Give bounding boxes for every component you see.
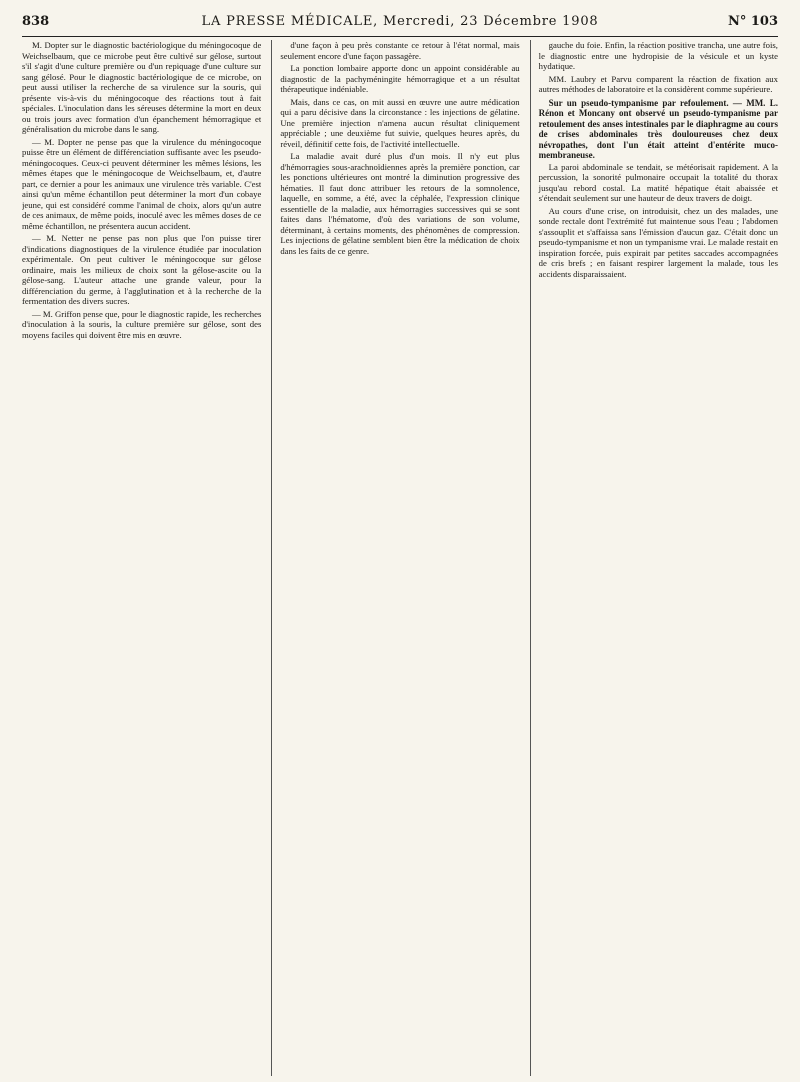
paragraph: — M. Netter ne pense pas non plus que l'on puisse tirer d'indications diagnostiques de la virulence étudiée par inoculation expérimentale. On peut cultiver le méningocoque sur gélose ordinaire, mais les milieux de choix sont la gélose-ascite ou la gélose-sang. L'auteur attache une grande valeur, pour la différenciation du germe, à l'agglutination et à la recherche de la fermentation des divers sucres.	[22, 233, 262, 306]
paragraph: Mais, dans ce cas, on mit aussi en œuvre une autre médication qui a paru décisive dans la circonstance : les injections de gélatine. Une première injection n'amena aucun résultat cliniquement appréciable ; une deuxième fut suivie, quelques heures après, du réveil, définitif cette fois, de l'activité intellectuelle.	[280, 96, 520, 149]
journal-title: LA PRESSE MÉDICALE, Mercredi, 23 Décembre 1908	[201, 14, 599, 29]
text-columns	[22, 40, 778, 1076]
page-number: 838	[22, 14, 50, 29]
paragraph: La paroi abdominale se tendait, se météorisait rapidement. A la percussion, la sonorité pulmonaire occupait la totalité du thorax jusqu'au rebord costal. La matité hépatique était abaissée et s'étendait seulement sur une hauteur de deux travers de doigt.	[538, 161, 778, 203]
paragraph: M. Dopter sur le diagnostic bactériologique du méningocoque de Weichselbaum, que ce microbe peut être cultivé sur gélose, surtout s'il s'agit d'une culture première ou d'un repiquage d'une culture sur sang gélosé. Pour le diagnostic bactériologique de ce microbe, on peut aussi utiliser la recherche de sa virulence sur la souris, qui présente vis-à-vis du méningocoque des réactions tout à fait spéciales. L'inoculation dans les séreuses détermine la mort en deux ou trois jours avec formation d'un épanchement hémorragique et généralisation du microbe dans le sang.	[22, 40, 262, 134]
section-heading: Sur un pseudo-tympanisme par refoulement. — MM. L. Rénon et Moncany ont observé un pseudo-tympanisme par retoulement des anses intestinales par le diaphragme au cours de crises abdominales très douloureuses chez deux névropathes, dont l'un était atteint d'entérite muco-membraneuse.	[538, 97, 778, 160]
issue-number: N° 103	[727, 14, 778, 29]
paragraph: — M. Griffon pense que, pour le diagnostic rapide, les recherches d'inoculation à la souris, la culture première sur gélose, sont des moyens faciles qui doivent être mis en œuvre.	[22, 308, 262, 340]
paragraph: gauche du foie. Enfin, la réaction positive trancha, une autre fois, le diagnostic entre une hydropisie de la vésicule et un kyste hydatique.	[538, 40, 778, 71]
column-1	[22, 40, 261, 1076]
column-3	[530, 40, 778, 1076]
page-header	[22, 12, 778, 37]
paragraph: La ponction lombaire apporte donc un appoint considérable au diagnostic de la pachyméningite hémorragique et a un résultat thérapeutique indéniable.	[280, 63, 520, 94]
column-2	[271, 40, 519, 1076]
paragraph: La maladie avait duré plus d'un mois. Il n'y eut plus d'hémorragies sous-arachnoïdiennes après la première ponction, car les ponctions ultérieures ont montré la diminution progressive des hématies. Il faut donc attribuer les retours de la somnolence, laquelle, en somme, a été, avec la céphalée, l'expression clinique essentielle de la maladie, aux hémorragies successives qui se sont faites dans l'hématome, d'où des variations de son volume, déterminant, à certains moments, des phénomènes de compression. Les injections de gélatine semblent bien être la médication de choix dans les faits de ce genre.	[280, 151, 520, 256]
paragraph: MM. Laubry et Parvu comparent la réaction de fixation aux autres méthodes de laboratoire et la considèrent comme supérieure.	[538, 73, 778, 94]
paragraph: d'une façon à peu près constante ce retour à l'état normal, mais seulement encore d'une façon passagère.	[280, 40, 520, 61]
paragraph: — M. Dopter ne pense pas que la virulence du méningocoque puisse être un élément de différenciation suffisante avec les pseudo-méningocoques. Ceux-ci peuvent déterminer les mêmes lésions, les mêmes étapes que le méningocoque de Weichselbaum, et, d'autre part, ce dernier a pour les animaux une virulence très variable. C'est ainsi qu'un même échantillon peut déterminer la mort d'un cobaye jeune, qui est considéré comme l'animal de choix, alors qu'un autre de ces animaux, de même poids, inoculé avec les mêmes doses de ce même échantillon, ne présentera aucun accident.	[22, 136, 262, 231]
paragraph: Au cours d'une crise, on introduisit, chez un des malades, une sonde rectale dont l'extrémité fut maintenue sous l'eau ; l'abdomen s'assouplit et s'affaissa sans l'émission d'aucun gaz. C'était donc un pseudo-tympanisme et non un tympanisme vrai. Le malade restait en inspiration forcée, puis expirait par petites saccades accompagnées de cris brefs ; en faisant respirer largement la malade, tous les accidents disparaissaient.	[538, 205, 778, 279]
